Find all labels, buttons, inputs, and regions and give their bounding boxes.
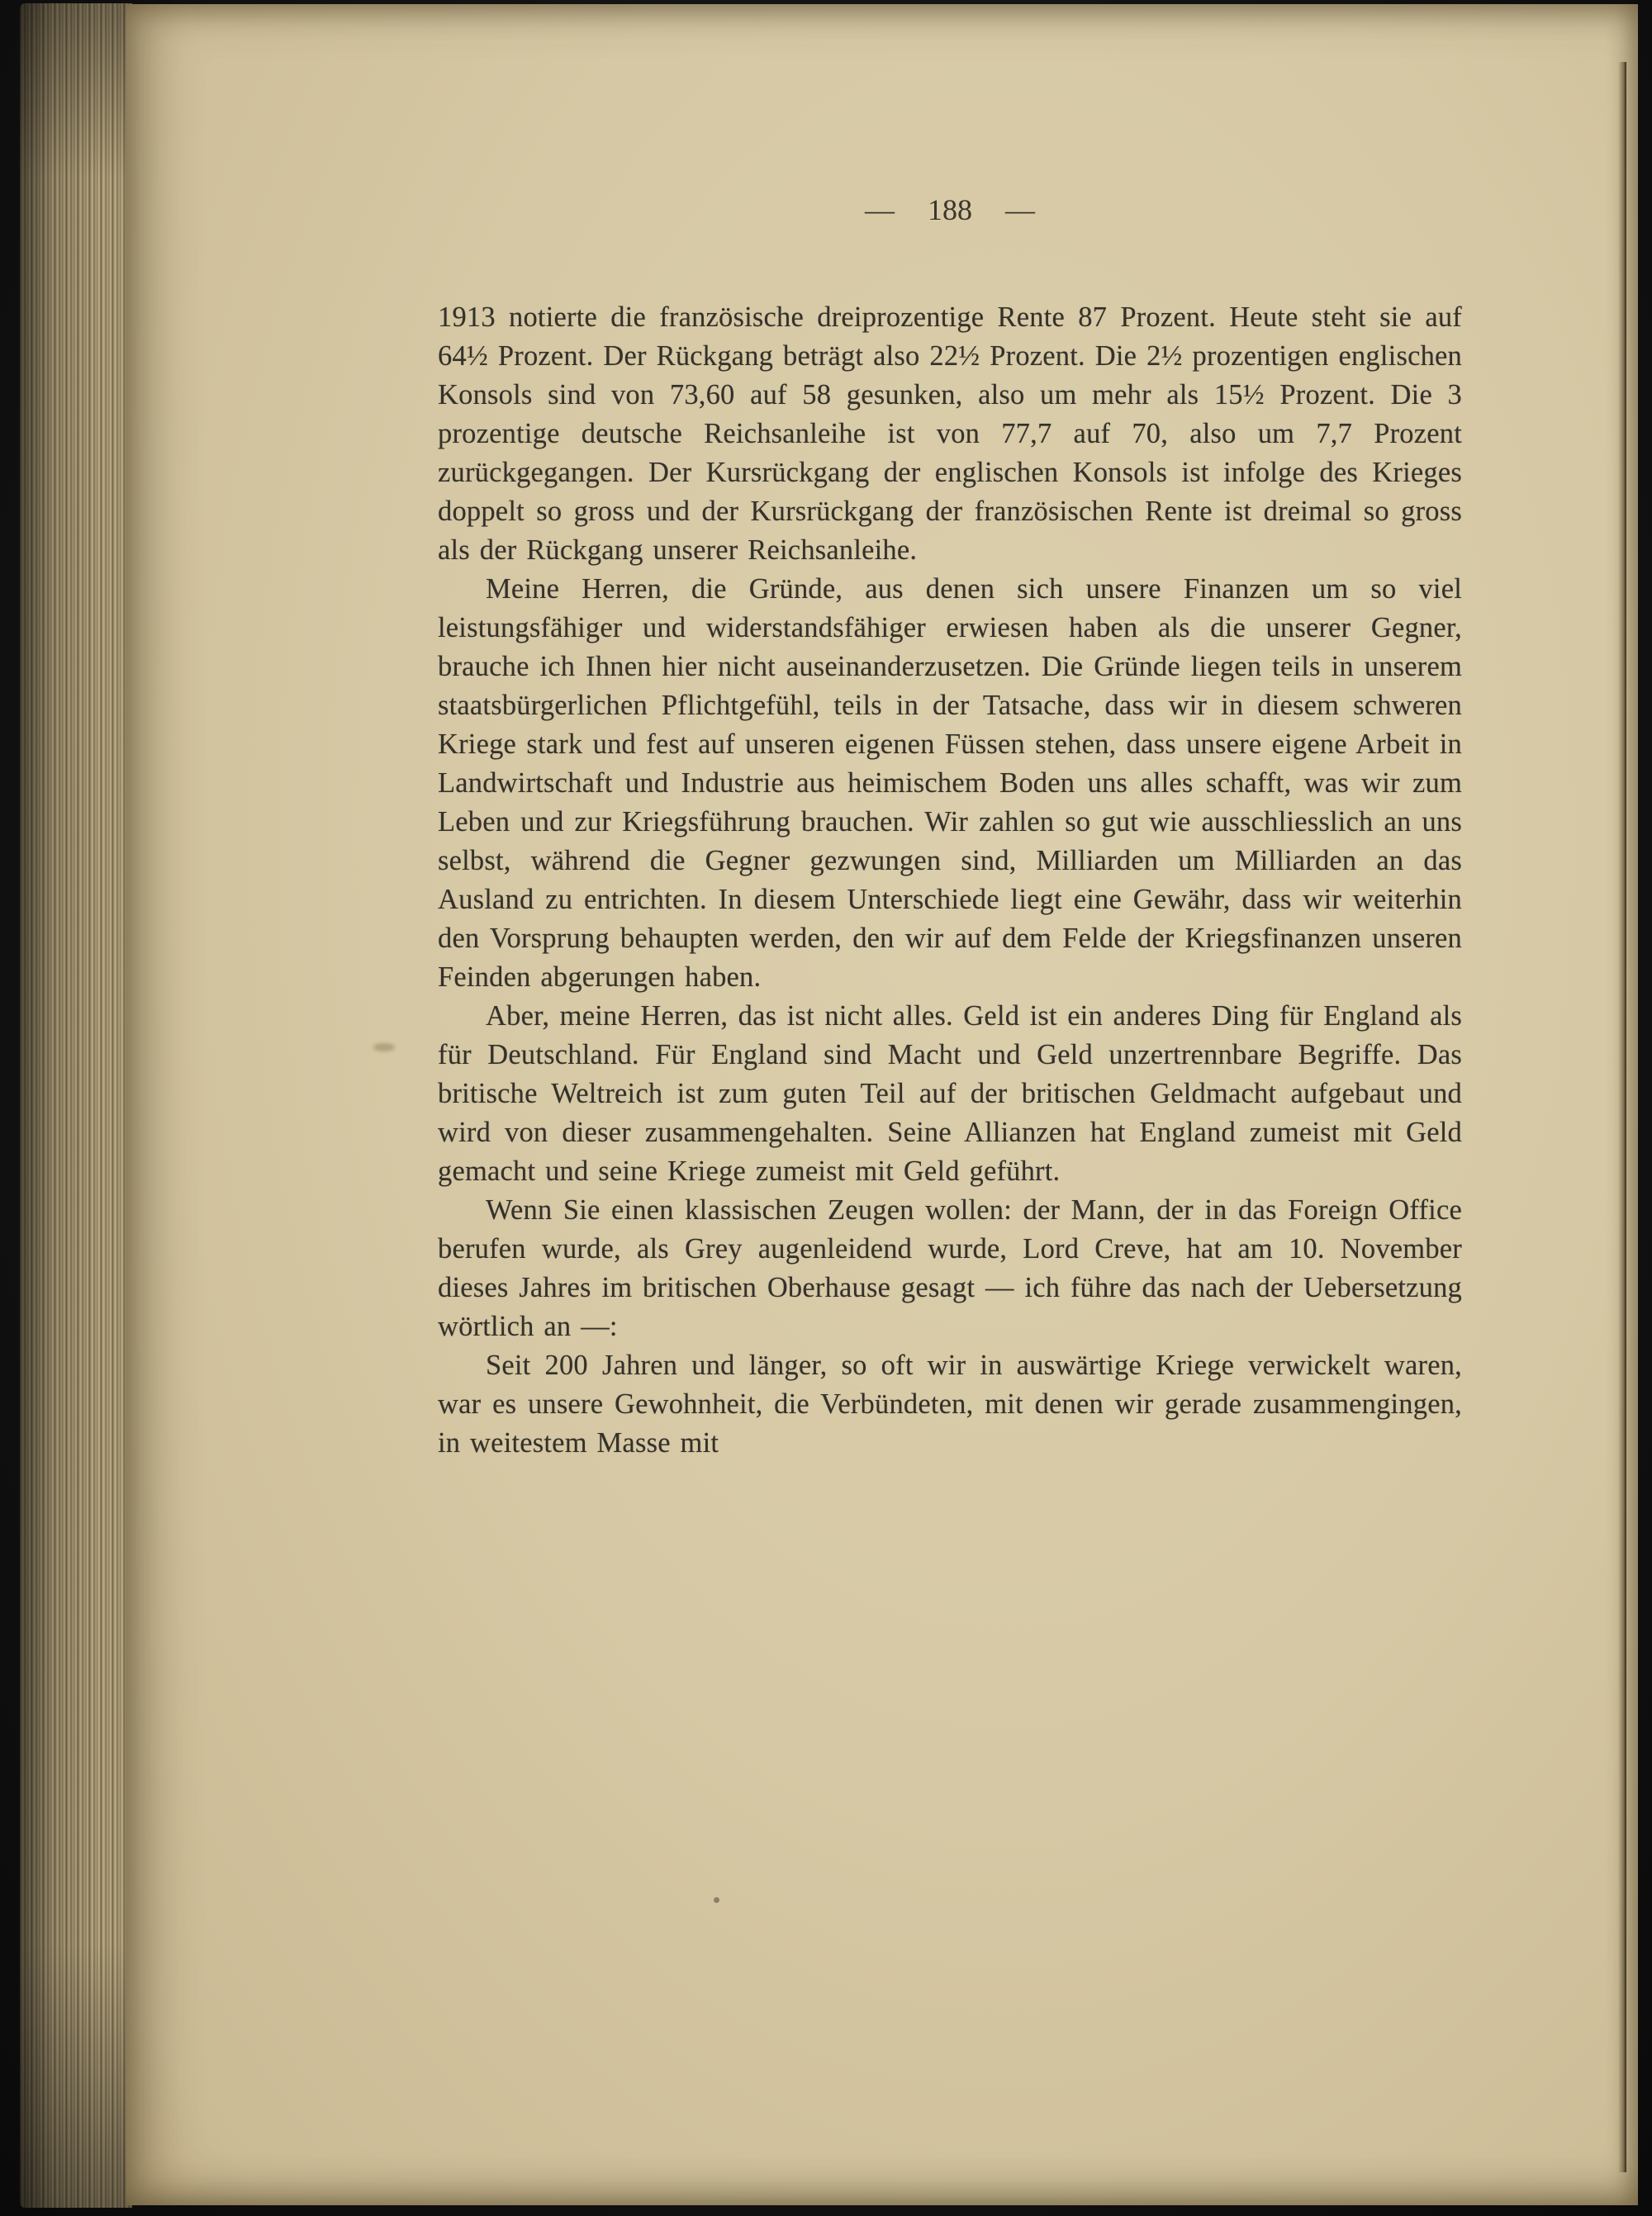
paragraph: Seit 200 Jahren und länger, so oft wir in auswärtige Kriege verwickelt waren, war es unsere Gewohnheit, die Verbündeten, mit denen wir gerade zusammengingen, in weitestem Masse mit (438, 1350, 1462, 1459)
paragraph: Aber, meine Herren, das ist nicht alles. Geld ist ein anderes Ding für England als für Deutschland. Für England sind Macht und Geld unzertrennbare Begriffe. Das britische Weltreich ist zum guten Teil auf der britischen Geldmacht aufgebaut und wird von dieser zusammengehalten. Seine Allianzen hat England zumeist mit Geld gemacht und seine Kriege zumeist mit Geld geführt. (438, 1000, 1462, 1187)
page-right-edge (1618, 62, 1626, 2172)
page-header (438, 192, 1462, 227)
paragraph: 1913 notierte die französische dreiprozentige Rente 87 Prozent. Heute steht sie auf 64½ Prozent. Der Rückgang beträgt also 22½ Prozent. Die 2½ prozentigen englischen Konsols sind von 73,60 auf 58 gesunken, also um mehr als 15½ Prozent. Die 3 prozentige deutsche Reichsanleihe ist von 77,7 auf 70, also um 7,7 Prozent zurückgegangen. Der Kursrückgang der englischen Konsols ist infolge des Krieges doppelt so gross und der Kursrückgang der französischen Rente ist dreimal so gross als der Rückgang unserer Reichsanleihe. (438, 301, 1462, 566)
book-page (126, 4, 1638, 2205)
scan-speck (373, 1043, 395, 1051)
text-column (438, 192, 1462, 1463)
scan-speck (714, 1897, 719, 1903)
paragraph: Wenn Sie einen klassischen Zeugen wollen: der Mann, der in das Foreign Office berufen wurde, als Grey augenleidend wurde, Lord Creve, hat am 10. November dieses Jahres im britischen Oberhause gesagt — ich führe das nach der Uebersetzung wörtlich an —: (438, 1194, 1462, 1342)
page-number-dash-right: — (1005, 193, 1035, 226)
paragraph: Meine Herren, die Gründe, aus denen sich unsere Finanzen um so viel leistungsfähiger und widerstandsfähiger erwiesen haben als die unserer Gegner, brauche ich Ihnen hier nicht auseinanderzusetzen. Die Gründe liegen teils in unserem staatsbürgerlichen Pflichtgefühl, teils in der Tatsache, dass wir in diesem schweren Kriege stark und fest auf unseren eigenen Füssen stehen, dass unsere eigene Arbeit in Landwirtschaft und Industrie aus heimischem Boden uns alles schafft, was wir zum Leben und zur Kriegsführung brauchen. Wir zahlen so gut wie ausschliesslich an uns selbst, während die Gegner gezwungen sind, Milliarden um Milliarden an das Ausland zu entrichten. In diesem Unterschiede liegt eine Gewähr, dass wir weiterhin den Vorsprung behaupten werden, den wir auf dem Felde der Kriegsfinanzen unseren Feinden abgerungen haben. (438, 573, 1462, 993)
page-number-dash-left: — (865, 193, 895, 226)
page-number: 188 (928, 193, 972, 226)
book-page-edges-shadow (20, 3, 132, 2208)
page-body-text (438, 298, 1462, 1463)
